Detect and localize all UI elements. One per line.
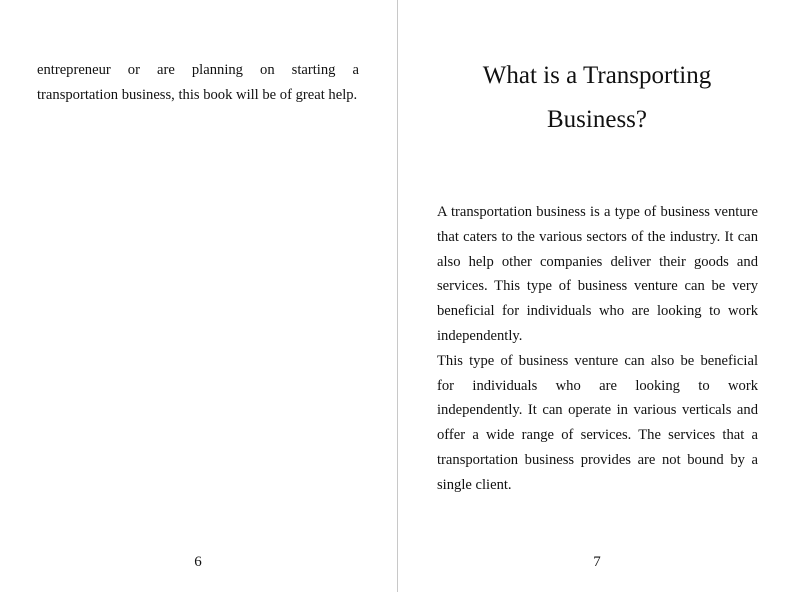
body-paragraph: This type of business venture can also be beneficial for individuals who are looking to work independently. It can operate in various verticals and offer a wide range of services. The services that a transportation business provides are not bound by a single client.: [437, 352, 758, 493]
right-page-body: [437, 200, 758, 498]
page-number: 6: [194, 554, 202, 570]
body-paragraph: A transportation business is a type of business venture that caters to the various sectors of the industry. It can also help other companies deliver their goods and services. This type of business venture can be very beneficial for individuals who are looking to work independently.: [437, 204, 758, 344]
left-page-body: [37, 58, 359, 108]
body-paragraph: entrepreneur or are planning on starting a transportation business, this book will be of great help.: [37, 62, 359, 103]
page-number: 7: [593, 554, 601, 570]
right-page: [398, 0, 794, 592]
chapter-title: What is a Transporting Business?: [482, 62, 712, 133]
